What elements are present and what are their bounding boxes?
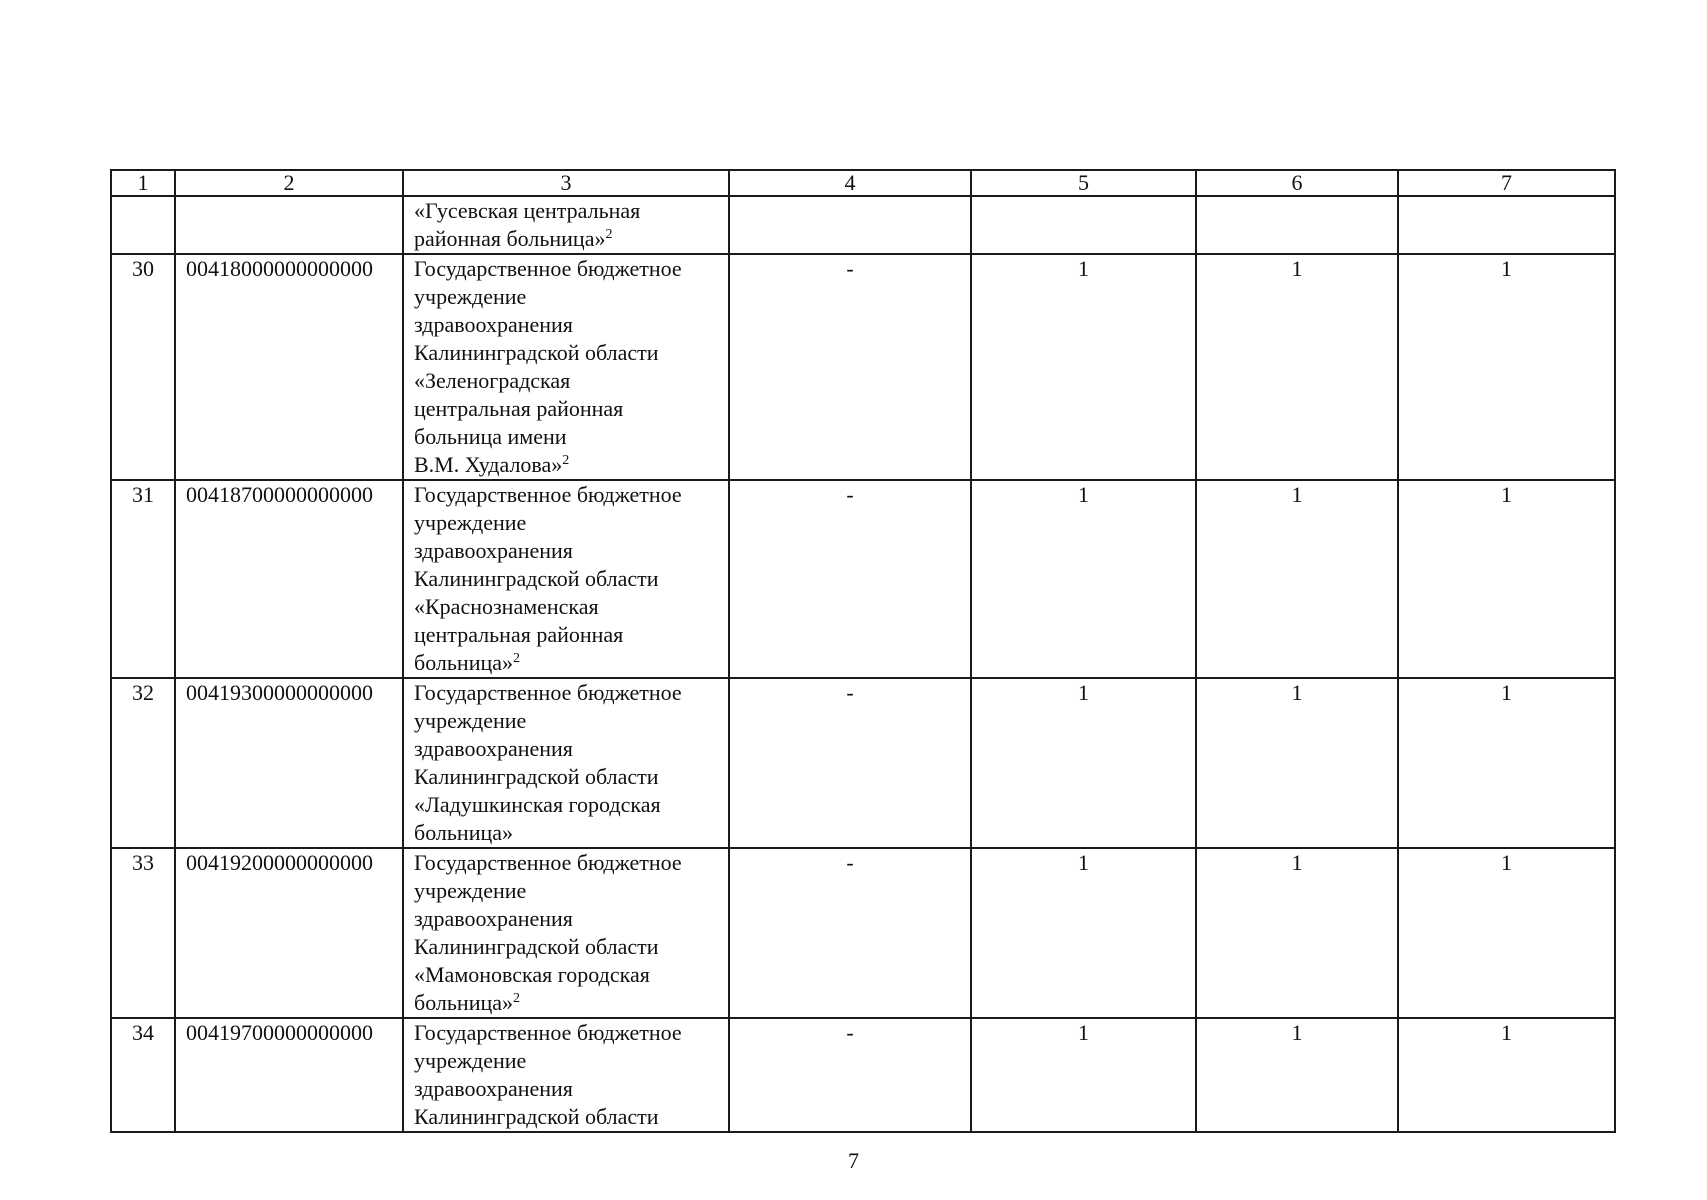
row-col6-cell: 1 (1196, 678, 1398, 848)
footnote-mark: 2 (562, 453, 570, 468)
row-name-cell (403, 1018, 729, 1132)
row-col7-cell: 1 (1398, 1018, 1615, 1132)
name-line (414, 367, 724, 395)
table-row (111, 848, 1615, 1018)
row-col6-cell: 1 (1196, 848, 1398, 1018)
page-number: 7 (848, 1148, 859, 1173)
name-line (414, 197, 724, 225)
row-code-cell: 00419300000000000 (175, 678, 403, 848)
header-cell: 3 (403, 170, 729, 196)
row-number-cell: 30 (111, 254, 175, 480)
name-line (414, 593, 724, 621)
row-code-cell: 00418000000000000 (175, 254, 403, 480)
row-col6-cell: 1 (1196, 1018, 1398, 1132)
header-cell: 1 (111, 170, 175, 196)
name-line (414, 225, 724, 253)
name-line (414, 537, 724, 565)
row-col5-cell: 1 (971, 848, 1196, 1018)
name-line-text: учреждение (414, 708, 527, 733)
name-line (414, 283, 724, 311)
name-line (414, 509, 724, 537)
name-line-text: больница имени (414, 424, 567, 449)
name-line (414, 311, 724, 339)
name-line (414, 1047, 724, 1075)
name-line-text: «Зеленоградская (414, 368, 571, 393)
name-line (414, 989, 724, 1017)
row-col4-cell (729, 196, 971, 254)
row-number-cell: 31 (111, 480, 175, 678)
name-line (414, 679, 724, 707)
name-line-text: Государственное бюджетное (414, 1020, 682, 1045)
name-line-text: учреждение (414, 510, 527, 535)
name-line (414, 819, 724, 847)
row-code-cell (175, 196, 403, 254)
name-line-text: «Мамоновская городская (414, 962, 650, 987)
footnote-mark: 2 (513, 991, 520, 1006)
name-line (414, 649, 724, 677)
footnote-mark: 2 (513, 651, 520, 666)
name-line (414, 905, 724, 933)
name-line (414, 735, 724, 763)
name-line (414, 1103, 724, 1131)
row-col7-cell: 1 (1398, 480, 1615, 678)
row-name-cell (403, 480, 729, 678)
name-line (414, 255, 724, 283)
name-line-text: здравоохранения (414, 736, 573, 761)
header-cell: 2 (175, 170, 403, 196)
header-cell: 4 (729, 170, 971, 196)
name-line-text: учреждение (414, 878, 527, 903)
name-line-text: здравоохранения (414, 906, 573, 931)
table-row (111, 678, 1615, 848)
name-line (414, 877, 724, 905)
table-body (111, 170, 1615, 1132)
name-line-text: Калининградской области (414, 764, 659, 789)
header-cell: 6 (1196, 170, 1398, 196)
name-line (414, 423, 724, 451)
name-line-text: Калининградской области (414, 1104, 659, 1129)
name-line (414, 849, 724, 877)
name-line-text: больница» (414, 650, 513, 675)
name-line-text: Государственное бюджетное (414, 256, 682, 281)
row-col5-cell: 1 (971, 254, 1196, 480)
name-line-text: Государственное бюджетное (414, 482, 682, 507)
table-header-row (111, 170, 1615, 196)
table-row (111, 196, 1615, 254)
row-code-cell: 00418700000000000 (175, 480, 403, 678)
name-line-text: больница» (414, 990, 513, 1015)
header-cell: 7 (1398, 170, 1615, 196)
row-name-cell (403, 848, 729, 1018)
row-col7-cell (1398, 196, 1615, 254)
table-row (111, 480, 1615, 678)
name-line-text: центральная районная (414, 396, 624, 421)
name-line-text: «Ладушкинская городская (414, 792, 661, 817)
footnote-mark: 2 (605, 227, 613, 242)
name-line (414, 565, 724, 593)
row-name-cell (403, 678, 729, 848)
row-col4-cell: - (729, 848, 971, 1018)
name-line-text: «Гусевская центральная (414, 198, 641, 223)
name-line (414, 395, 724, 423)
name-line (414, 451, 724, 479)
row-col4-cell: - (729, 480, 971, 678)
row-code-cell: 00419200000000000 (175, 848, 403, 1018)
row-col7-cell: 1 (1398, 254, 1615, 480)
name-line-text: здравоохранения (414, 538, 573, 563)
name-line-text: больница» (414, 820, 513, 845)
row-col7-cell: 1 (1398, 678, 1615, 848)
row-col5-cell: 1 (971, 678, 1196, 848)
name-line (414, 339, 724, 367)
header-cell: 5 (971, 170, 1196, 196)
name-line-text: учреждение (414, 284, 527, 309)
name-line-text: здравоохранения (414, 312, 573, 337)
name-line (414, 763, 724, 791)
data-table (110, 169, 1616, 1133)
row-number-cell (111, 196, 175, 254)
row-number-cell: 33 (111, 848, 175, 1018)
name-line-text: центральная районная (414, 622, 624, 647)
name-line (414, 621, 724, 649)
name-line-text: Государственное бюджетное (414, 850, 682, 875)
name-line (414, 1019, 724, 1047)
row-col6-cell: 1 (1196, 254, 1398, 480)
row-col4-cell: - (729, 1018, 971, 1132)
name-line-text: Калининградской области (414, 934, 659, 959)
row-name-cell (403, 254, 729, 480)
name-line-text: Государственное бюджетное (414, 680, 682, 705)
name-line (414, 1075, 724, 1103)
row-col4-cell: - (729, 678, 971, 848)
name-line-text: здравоохранения (414, 1076, 573, 1101)
row-col4-cell: - (729, 254, 971, 480)
row-col5-cell: 1 (971, 1018, 1196, 1132)
row-col7-cell: 1 (1398, 848, 1615, 1018)
row-number-cell: 34 (111, 1018, 175, 1132)
table-row (111, 254, 1615, 480)
table-row (111, 1018, 1615, 1132)
name-line (414, 707, 724, 735)
row-code-cell: 00419700000000000 (175, 1018, 403, 1132)
row-col6-cell (1196, 196, 1398, 254)
name-line (414, 933, 724, 961)
row-number-cell: 32 (111, 678, 175, 848)
row-name-cell (403, 196, 729, 254)
row-col5-cell: 1 (971, 480, 1196, 678)
name-line-text: Калининградской области (414, 340, 659, 365)
name-line (414, 961, 724, 989)
name-line-text: районная больница» (414, 226, 606, 251)
name-line-text: В.М. Худалова» (414, 452, 563, 477)
name-line-text: «Краснознаменская (414, 594, 599, 619)
name-line (414, 791, 724, 819)
name-line-text: Калининградской области (414, 566, 659, 591)
name-line-text: учреждение (414, 1048, 527, 1073)
row-col5-cell (971, 196, 1196, 254)
row-col6-cell: 1 (1196, 480, 1398, 678)
name-line (414, 481, 724, 509)
